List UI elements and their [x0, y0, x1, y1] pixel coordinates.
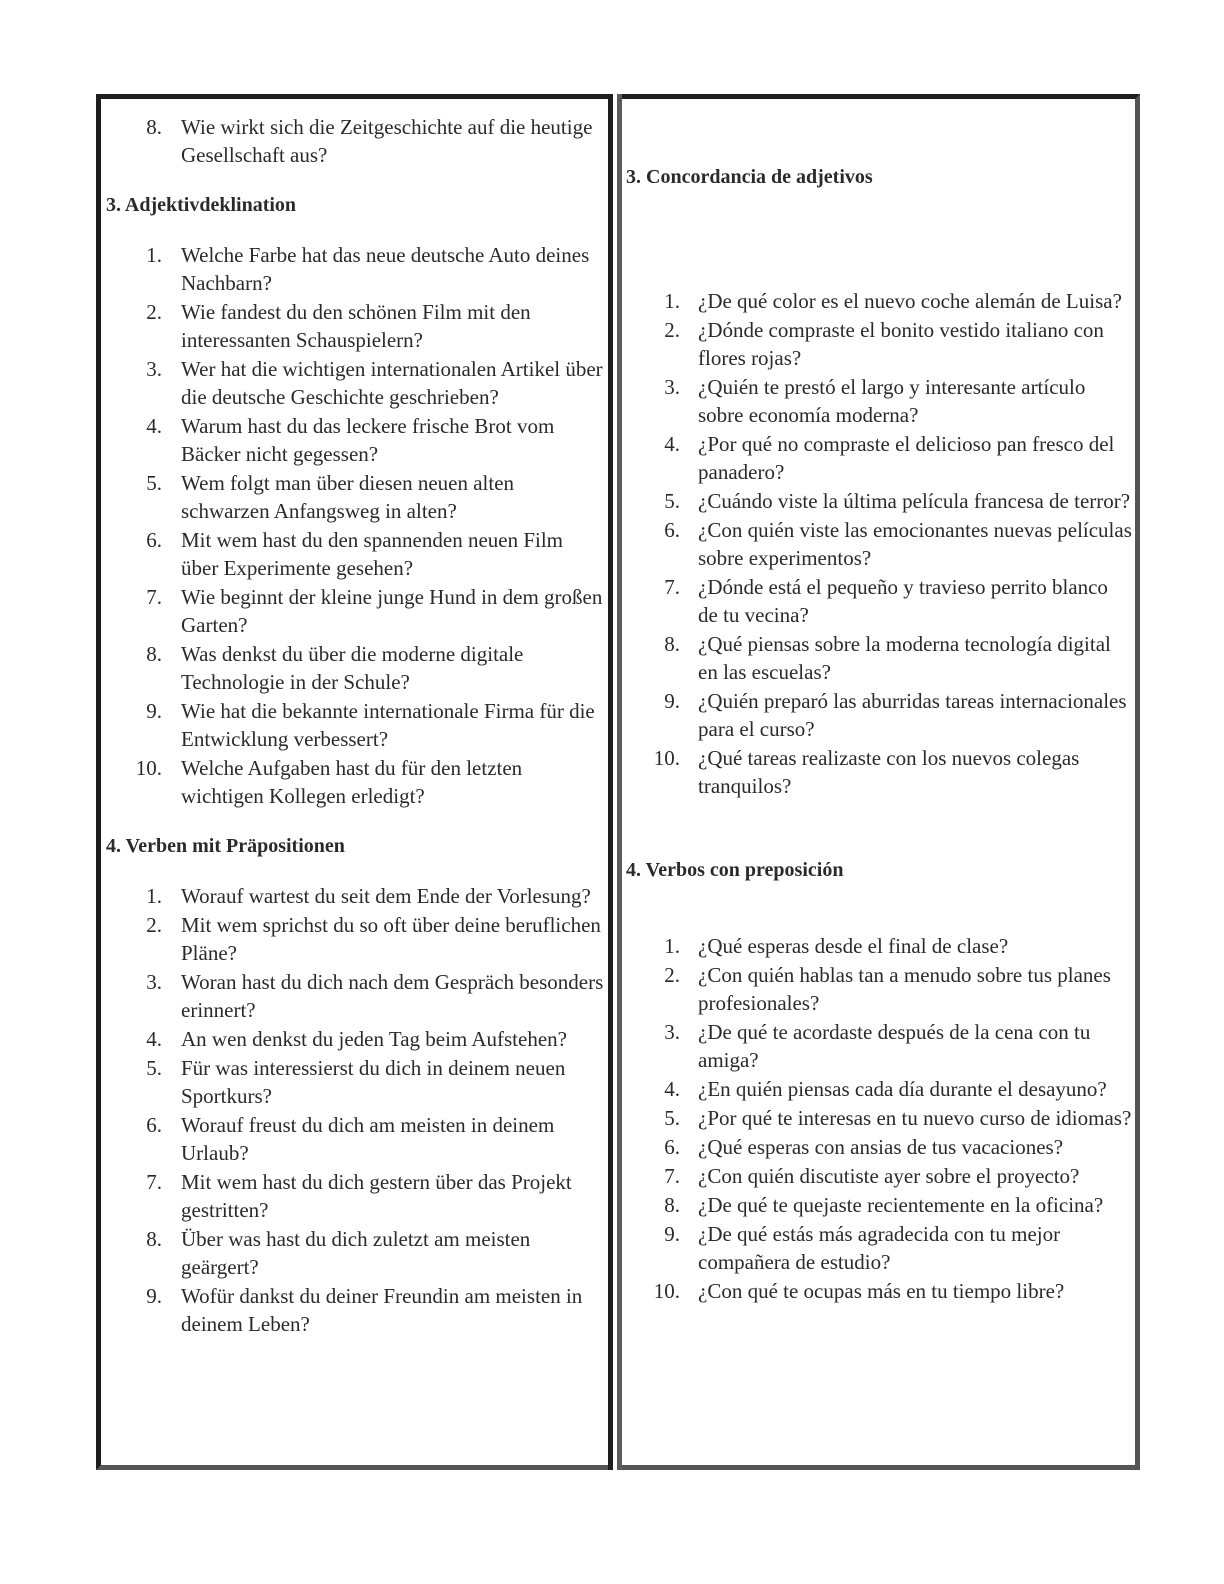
- item-text: An wen denkst du jeden Tag beim Aufstehen?: [181, 1027, 567, 1051]
- item-number: 8.: [664, 1193, 680, 1217]
- item-text: ¿Qué tareas realizaste con los nuevos colegas tranquilos?: [698, 746, 1080, 798]
- list-item: [106, 968, 604, 1024]
- list-item: [626, 744, 1132, 800]
- question-list: [626, 287, 1132, 800]
- item-number: 6.: [146, 528, 162, 552]
- item-text: Welche Aufgaben hast du für den letzten wichtigen Kollegen erledigt?: [181, 756, 523, 808]
- item-number: 4.: [664, 432, 680, 456]
- item-number: 9.: [146, 1284, 162, 1308]
- item-text: ¿Por qué no compraste el delicioso pan fresco del panadero?: [698, 432, 1115, 484]
- item-text: ¿En quién piensas cada día durante el desayuno?: [698, 1077, 1107, 1101]
- list-item: [626, 316, 1132, 372]
- item-number: 5.: [146, 471, 162, 495]
- list-item: [106, 640, 604, 696]
- item-number: 3.: [146, 357, 162, 381]
- item-number: 7.: [146, 585, 162, 609]
- list-item: [626, 1104, 1132, 1132]
- item-text: ¿De qué estás más agradecida con tu mejor compañera de estudio?: [698, 1222, 1061, 1274]
- list-item: [106, 1025, 604, 1053]
- section-heading: 3. Concordancia de adjetivos: [626, 166, 873, 188]
- item-text: ¿Por qué te interesas en tu nuevo curso de idiomas?: [698, 1106, 1132, 1130]
- list-item: [626, 1075, 1132, 1103]
- section-heading: 4. Verben mit Präpositionen: [106, 835, 345, 857]
- list-item: [626, 1191, 1132, 1219]
- item-number: 5.: [664, 489, 680, 513]
- item-number: 8.: [146, 642, 162, 666]
- list-item: [626, 961, 1132, 1017]
- question-list: [106, 882, 604, 1338]
- item-text: ¿Qué esperas desde el final de clase?: [698, 934, 1009, 958]
- list-item: [106, 1054, 604, 1110]
- list-item: [626, 687, 1132, 743]
- list-item: [626, 430, 1132, 486]
- item-number: 6.: [664, 1135, 680, 1159]
- item-text: Über was hast du dich zuletzt am meisten geärgert?: [181, 1227, 531, 1279]
- list-item: [106, 882, 604, 910]
- list-item: [626, 573, 1132, 629]
- list-item: [626, 1133, 1132, 1161]
- item-text: Woran hast du dich nach dem Gespräch besonders erinnert?: [181, 970, 604, 1022]
- item-number: 2.: [664, 963, 680, 987]
- list-item: [106, 1225, 604, 1281]
- item-number: 9.: [664, 1222, 680, 1246]
- spanish-column: [626, 99, 1132, 1306]
- item-number: 10.: [653, 1279, 680, 1303]
- item-text: Für was interessierst du dich in deinem neuen Sportkurs?: [181, 1056, 566, 1108]
- list-item: [106, 412, 604, 468]
- item-number: 7.: [664, 1164, 680, 1188]
- list-item: [626, 487, 1132, 515]
- section-heading: 4. Verbos con preposición: [626, 859, 844, 881]
- list-item: [106, 697, 604, 753]
- list-item: [626, 287, 1132, 315]
- item-text: Wem folgt man über diesen neuen alten schwarzen Anfangsweg in alten?: [181, 471, 515, 523]
- list-item: [626, 516, 1132, 572]
- item-text: ¿Con quién viste las emocionantes nuevas películas sobre experimentos?: [698, 518, 1132, 570]
- item-text: Welche Farbe hat das neue deutsche Auto deines Nachbarn?: [181, 243, 590, 295]
- item-text: Mit wem sprichst du so oft über deine beruflichen Pläne?: [181, 913, 601, 965]
- list-item: [626, 1220, 1132, 1276]
- item-number: 6.: [146, 1113, 162, 1137]
- item-text: Wie hat die bekannte internationale Firma für die Entwicklung verbessert?: [181, 699, 595, 751]
- item-number: 8.: [146, 1227, 162, 1251]
- item-text: Mit wem hast du den spannenden neuen Film über Experimente gesehen?: [181, 528, 564, 580]
- item-number: 6.: [664, 518, 680, 542]
- list-item: [106, 583, 604, 639]
- item-number: 1.: [664, 934, 680, 958]
- item-text: Was denkst du über die moderne digitale Technologie in der Schule?: [181, 642, 524, 694]
- item-text: ¿Con quién discutiste ayer sobre el proyecto?: [698, 1164, 1080, 1188]
- item-text: Wie fandest du den schönen Film mit den interessanten Schauspielern?: [181, 300, 531, 352]
- item-text: ¿Dónde está el pequeño y travieso perrito blanco de tu vecina?: [698, 575, 1108, 627]
- list-item: [106, 298, 604, 354]
- item-number: 3.: [146, 970, 162, 994]
- section-heading: 3. Adjektivdeklination: [106, 194, 297, 216]
- list-item: [106, 754, 604, 810]
- item-text: Wofür dankst du deiner Freundin am meisten in deinem Leben?: [181, 1284, 583, 1336]
- item-text: ¿De qué te quejaste recientemente en la oficina?: [698, 1193, 1104, 1217]
- list-item: [106, 1111, 604, 1167]
- column-divider: [608, 94, 622, 1470]
- item-text: Warum hast du das leckere frische Brot vom Bäcker nicht gegessen?: [181, 414, 555, 466]
- question-list: [626, 932, 1132, 1305]
- item-number: 4.: [664, 1077, 680, 1101]
- list-item: [626, 630, 1132, 686]
- item-number: 8.: [146, 115, 162, 139]
- item-text: ¿De qué color es el nuevo coche alemán de Luisa?: [698, 289, 1122, 313]
- item-number: 4.: [146, 1027, 162, 1051]
- list-item: [626, 1018, 1132, 1074]
- item-text: ¿Qué piensas sobre la moderna tecnología digital en las escuelas?: [698, 632, 1111, 684]
- item-number: 2.: [146, 913, 162, 937]
- item-text: Wie beginnt der kleine junge Hund in dem großen Garten?: [181, 585, 603, 637]
- list-item: [106, 241, 604, 297]
- list-item: [106, 1282, 604, 1338]
- item-number: 10.: [135, 756, 162, 780]
- list-item: [626, 932, 1132, 960]
- list-item: [626, 1162, 1132, 1190]
- item-number: 2.: [664, 318, 680, 342]
- item-number: 4.: [146, 414, 162, 438]
- list-item: [106, 113, 604, 169]
- item-number: 5.: [146, 1056, 162, 1080]
- item-text: ¿Dónde compraste el bonito vestido italiano con flores rojas?: [698, 318, 1104, 370]
- item-number: 10.: [653, 746, 680, 770]
- item-text: Worauf wartest du seit dem Ende der Vorlesung?: [181, 884, 591, 908]
- question-list: [106, 241, 604, 810]
- carry-over-list: [106, 113, 604, 169]
- item-text: Worauf freust du dich am meisten in deinem Urlaub?: [181, 1113, 555, 1165]
- item-text: ¿De qué te acordaste después de la cena con tu amiga?: [698, 1020, 1091, 1072]
- item-text: ¿Cuándo viste la última película francesa de terror?: [698, 489, 1131, 513]
- item-number: 1.: [146, 884, 162, 908]
- item-number: 8.: [664, 632, 680, 656]
- list-item: [106, 1168, 604, 1224]
- item-text: Wie wirkt sich die Zeitgeschichte auf die heutige Gesellschaft aus?: [181, 115, 593, 167]
- german-column: [106, 99, 604, 1339]
- item-number: 3.: [664, 375, 680, 399]
- list-item: [626, 1277, 1132, 1305]
- list-item: [106, 911, 604, 967]
- item-text: ¿Qué esperas con ansias de tus vacaciones?: [698, 1135, 1064, 1159]
- list-item: [106, 355, 604, 411]
- item-text: ¿Con qué te ocupas más en tu tiempo libre?: [698, 1279, 1065, 1303]
- item-number: 3.: [664, 1020, 680, 1044]
- item-number: 9.: [146, 699, 162, 723]
- item-number: 9.: [664, 689, 680, 713]
- item-text: Wer hat die wichtigen internationalen Artikel über die deutsche Geschichte geschrieben?: [181, 357, 603, 409]
- item-number: 7.: [146, 1170, 162, 1194]
- item-number: 1.: [664, 289, 680, 313]
- item-number: 7.: [664, 575, 680, 599]
- item-number: 2.: [146, 300, 162, 324]
- item-number: 5.: [664, 1106, 680, 1130]
- list-item: [626, 373, 1132, 429]
- item-text: Mit wem hast du dich gestern über das Projekt gestritten?: [181, 1170, 572, 1222]
- list-item: [106, 526, 604, 582]
- item-number: 1.: [146, 243, 162, 267]
- item-text: ¿Con quién hablas tan a menudo sobre tus planes profesionales?: [698, 963, 1111, 1015]
- item-text: ¿Quién te prestó el largo y interesante artículo sobre economía moderna?: [698, 375, 1086, 427]
- list-item: [106, 469, 604, 525]
- item-text: ¿Quién preparó las aburridas tareas internacionales para el curso?: [698, 689, 1127, 741]
